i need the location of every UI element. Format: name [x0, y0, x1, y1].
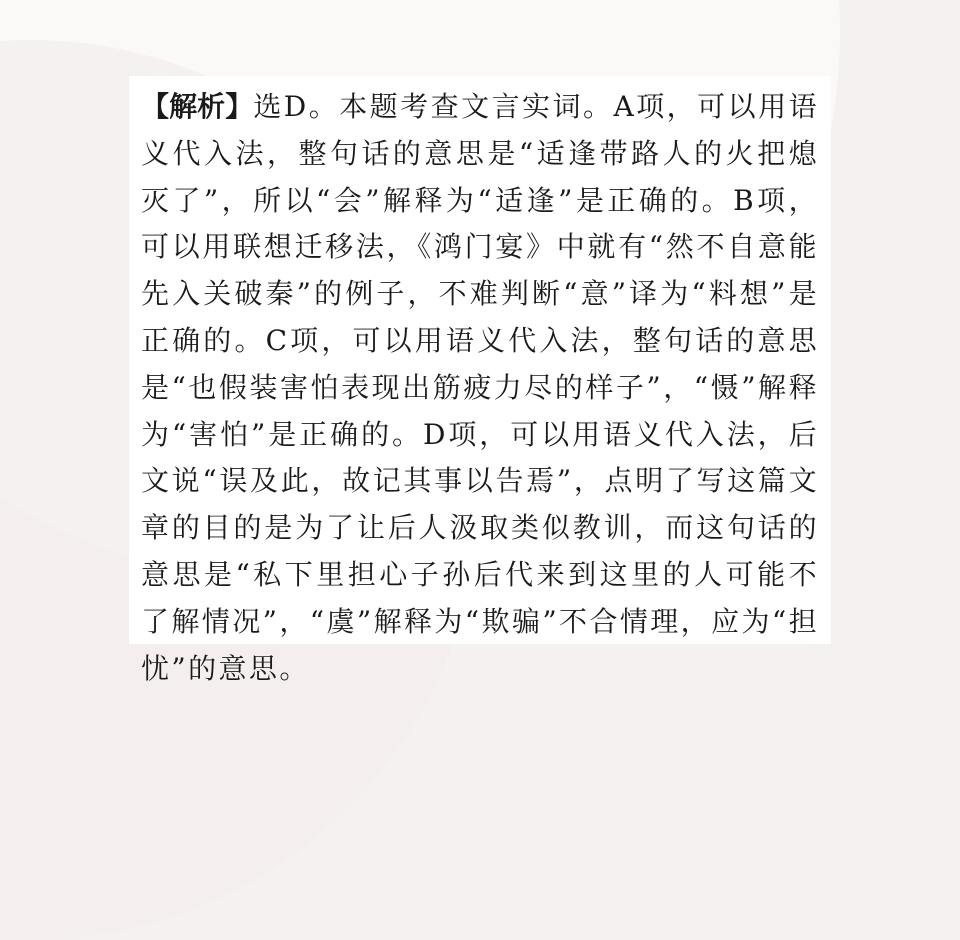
analysis-paragraph	[141, 84, 819, 692]
analysis-text: 选D。本题考查文言实词。A项，可以用语义代入法，整句话的意思是“适逢带路人的火把熄灭了”，所以“会”解释为“适逢”是正确的。B项，可以用联想迁移法，《鸿门宴》中就有“然不自意能先入关破秦”的例子，不难判断“意”译为“料想”是正确的。C项，可以用语义代入法，整句话的意思是“也假装害怕表现出筋疲力尽的样子”，“慑”解释为“害怕”是正确的。D项，可以用语义代入法，后文说“误及此，故记其事以告焉”，点明了写这篇文章的目的是为了让后人汲取类似教训，而这句话的意思是“私下里担心子孙后代来到这里的人可能不了解情况”，“虞”解释为“欺骗”不合情理，应为“担忧”的意思。	[141, 90, 819, 685]
analysis-label: 【解析】	[141, 90, 254, 123]
analysis-card	[129, 76, 831, 685]
